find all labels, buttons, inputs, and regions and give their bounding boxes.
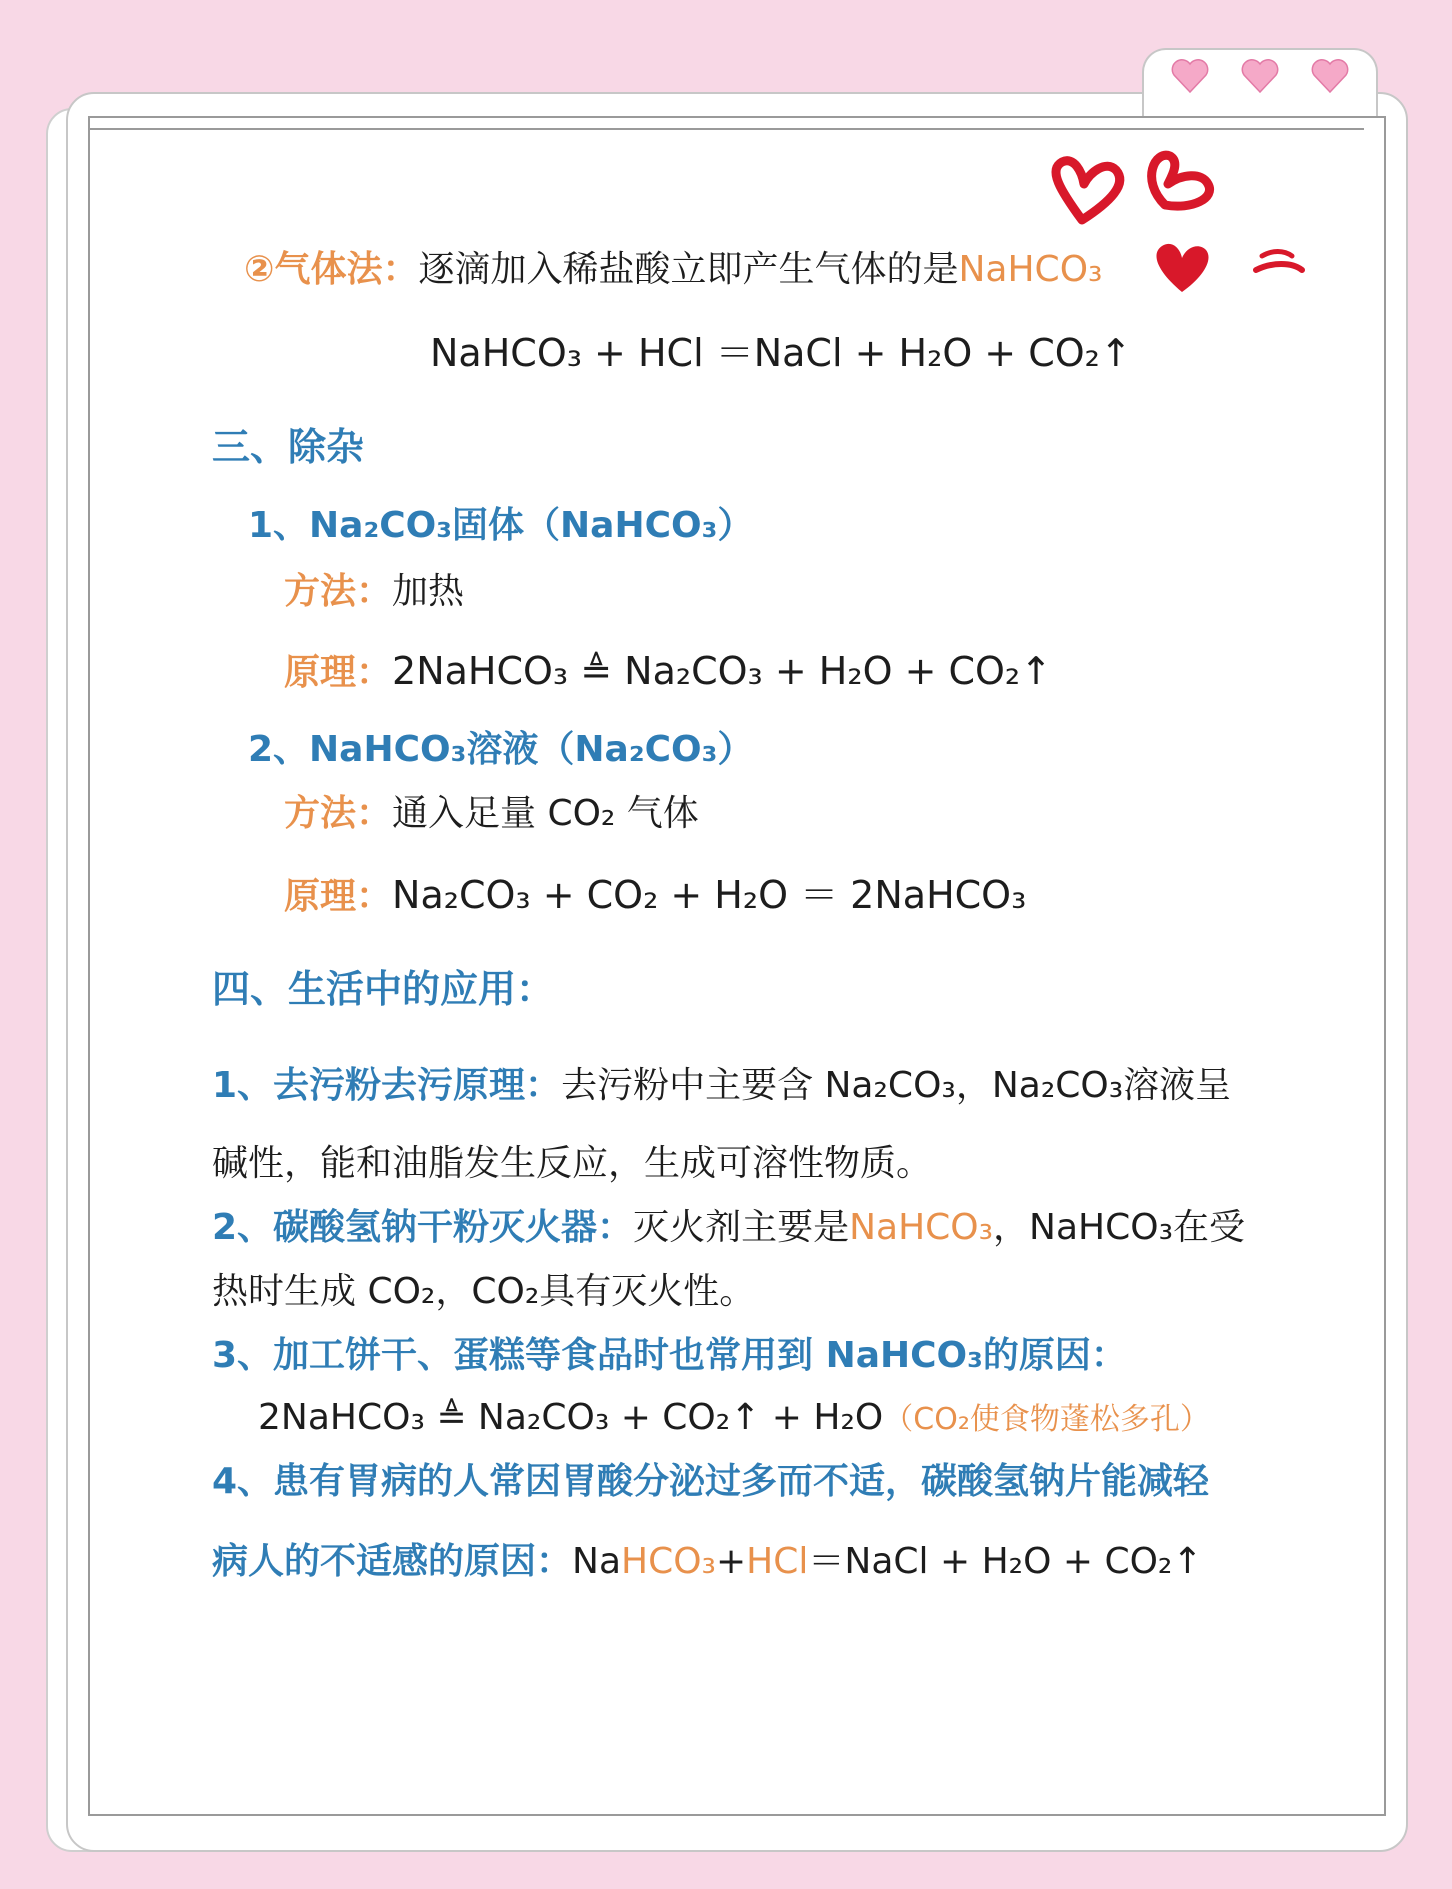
app2-label: 2、碳酸氢钠干粉灭火器： — [212, 1207, 634, 1248]
gas-equation: NaHCO₃ + HCl ＝NaCl + H₂O + CO₂↑ — [430, 331, 1132, 375]
heart-icon — [1170, 58, 1210, 94]
gas-method-text: 逐滴加入稀盐酸立即产生气体的是 — [418, 249, 959, 290]
app2-line-a — [212, 1207, 1246, 1248]
item2-principle-label: 原理： — [284, 876, 393, 917]
app2-text-a: 灭火剂主要是 — [633, 1207, 850, 1248]
item2-method — [284, 793, 699, 834]
card-tab — [1142, 48, 1378, 120]
app3-equation-line — [258, 1397, 1210, 1438]
item1-title: 1、Na₂CO₃固体（NaHCO₃） — [248, 505, 754, 546]
section-four-heading: 四、生活中的应用： — [212, 967, 555, 1011]
app2-highlight: NaHCO₃ — [849, 1207, 994, 1248]
app1-text-a: 去污粉中主要含 Na₂CO₃，Na₂CO₃溶液呈 — [561, 1065, 1232, 1106]
app4-eq-rest: ＝NaCl + H₂O + CO₂↑ — [808, 1541, 1203, 1582]
item2-method-text: 通入足量 CO₂ 气体 — [392, 793, 699, 834]
gas-method-product: NaHCO₃ — [958, 249, 1103, 290]
item1-principle-label: 原理： — [284, 652, 393, 693]
item2-method-label: 方法： — [284, 793, 393, 834]
item2-title: 2、NaHCO₃溶液（Na₂CO₃） — [248, 729, 754, 770]
gas-method-label: ②气体法： — [244, 249, 419, 290]
heart-icon — [1240, 58, 1280, 94]
top-rule — [88, 128, 1364, 130]
item2-principle — [284, 873, 1027, 917]
heart-icon — [1310, 58, 1350, 94]
app4-eq-hcl: HCl — [746, 1541, 809, 1582]
app3-label: 3、加工饼干、蛋糕等食品时也常用到 NaHCO₃的原因： — [212, 1335, 1127, 1376]
gas-method-line — [244, 249, 1103, 290]
app4-eq-na: Na — [572, 1541, 622, 1582]
app4-line-b — [212, 1541, 1203, 1582]
app1-line-a — [212, 1065, 1232, 1106]
item1-principle-equation: 2NaHCO₃ ≜ Na₂CO₃ + H₂O + CO₂↑ — [392, 649, 1053, 693]
app4-eq-hco3: HCO₃ — [621, 1541, 716, 1582]
app1-text-b: 碱性，能和油脂发生反应，生成可溶性物质。 — [212, 1143, 933, 1184]
app4-label-a: 4、患有胃病的人常因胃酸分泌过多而不适，碳酸氢钠片能减轻 — [212, 1461, 1210, 1502]
item2-principle-equation: Na₂CO₃ + CO₂ + H₂O ＝ 2NaHCO₃ — [392, 873, 1027, 917]
item1-method-label: 方法： — [284, 571, 393, 612]
item1-method-text: 加热 — [392, 571, 465, 612]
app2-text-b: ，NaHCO₃在受 — [993, 1207, 1246, 1248]
app3-equation: 2NaHCO₃ ≜ Na₂CO₃ + CO₂↑ + H₂O — [258, 1397, 884, 1438]
app2-text-c: 热时生成 CO₂，CO₂具有灭火性。 — [212, 1271, 756, 1312]
section-three-heading: 三、除杂 — [212, 425, 365, 469]
item1-principle — [284, 649, 1053, 693]
app3-note: （CO₂使食物蓬松多孔） — [883, 1402, 1210, 1437]
app4-label-b: 病人的不适感的原因： — [212, 1541, 573, 1582]
app4-eq-plus: + — [716, 1541, 747, 1582]
app1-label: 1、去污粉去污原理： — [212, 1065, 562, 1106]
item1-method — [284, 571, 465, 612]
